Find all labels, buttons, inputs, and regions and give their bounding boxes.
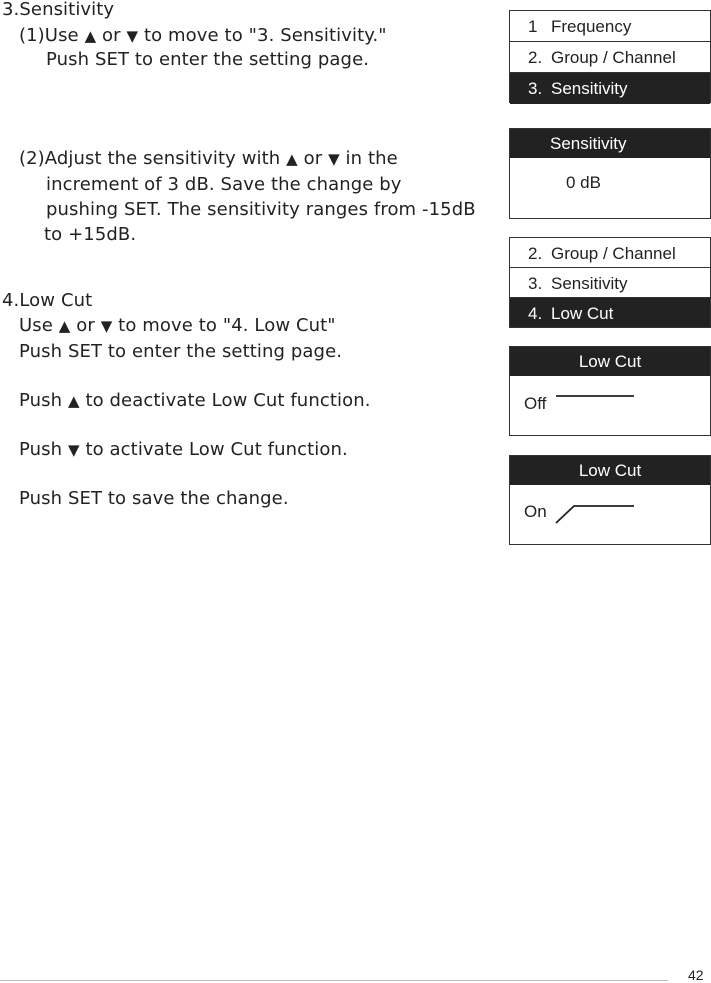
step-2-suffix: in the — [345, 148, 398, 169]
down-arrow-icon: ▼ — [67, 441, 80, 459]
s4-l3-suffix: to deactivate Low Cut function. — [85, 390, 371, 411]
step-2-prefix: (2)Adjust the sensitivity with — [19, 148, 281, 169]
menu-item-number: 2. — [528, 244, 543, 263]
menu-display-1 — [509, 10, 711, 103]
down-arrow-icon: ▼ — [100, 317, 113, 335]
menu-item-label: Sensitivity — [551, 79, 628, 98]
menu-item-low-cut-selected — [510, 298, 710, 327]
menu-item-number: 4. — [528, 304, 543, 323]
up-arrow-icon: ▲ — [84, 27, 97, 45]
low-cut-title: Low Cut — [510, 347, 710, 376]
step-1-line-1 — [19, 25, 387, 47]
down-arrow-icon: ▼ — [126, 27, 139, 45]
low-cut-off-display — [509, 346, 711, 436]
step-1-or: or — [102, 25, 121, 46]
step-2-line-1 — [19, 148, 398, 170]
menu-display-2 — [509, 237, 711, 328]
section-4-heading: 4.Low Cut — [2, 290, 93, 311]
page-number: 42 — [688, 967, 704, 983]
section-4-line-4 — [19, 439, 348, 461]
menu-item-number: 3. — [528, 79, 543, 98]
menu-item-sensitivity — [510, 268, 710, 298]
down-arrow-icon: ▼ — [328, 150, 340, 168]
up-arrow-icon: ▲ — [58, 317, 71, 335]
low-cut-off-value: Off — [524, 394, 547, 413]
sensitivity-display-title: Sensitivity — [510, 129, 710, 158]
menu-item-group-channel — [510, 42, 710, 73]
s4-l4-prefix: Push — [19, 439, 63, 460]
menu-item-label: Frequency — [551, 17, 632, 36]
low-cut-title: Low Cut — [510, 456, 710, 485]
section-4-line-3 — [19, 390, 371, 412]
up-arrow-icon: ▲ — [67, 392, 80, 410]
menu-item-number: 2. — [528, 48, 543, 67]
s4-l3-prefix: Push — [19, 390, 63, 411]
menu-item-label: Sensitivity — [551, 274, 628, 293]
menu-item-number: 1 — [528, 17, 538, 36]
s4-l1-prefix: Use — [19, 315, 53, 336]
footer-divider — [0, 980, 668, 981]
low-cut-on-value: On — [524, 502, 547, 521]
section-4-line-1 — [19, 315, 336, 337]
step-1-suffix: to move to "3. Sensitivity." — [143, 25, 387, 46]
menu-item-label: Low Cut — [551, 304, 614, 323]
step-2-or: or — [303, 148, 323, 169]
s4-l1-or: or — [76, 315, 95, 336]
section-4-line-2: Push SET to enter the setting page. — [19, 341, 343, 362]
step-2-line-4: to +15dB. — [44, 224, 137, 245]
sensitivity-value: 0 dB — [566, 173, 601, 192]
menu-item-number: 3. — [528, 274, 543, 293]
section-4-line-5: Push SET to save the change. — [19, 488, 289, 509]
step-2-line-3: pushing SET. The sensitivity ranges from -15dB — [46, 199, 476, 220]
sensitivity-display — [509, 128, 711, 219]
low-cut-slope-icon — [554, 499, 644, 529]
low-cut-on-display — [509, 455, 711, 545]
menu-item-label: Group / Channel — [551, 244, 676, 263]
up-arrow-icon: ▲ — [286, 150, 298, 168]
menu-item-label: Group / Channel — [551, 48, 676, 67]
flat-response-icon — [554, 393, 644, 413]
s4-l4-suffix: to activate Low Cut function. — [85, 439, 348, 460]
step-1-prefix: (1)Use — [19, 25, 79, 46]
menu-item-group-channel — [510, 238, 710, 268]
step-1-line-2: Push SET to enter the setting page. — [46, 49, 370, 70]
step-2-line-2: increment of 3 dB. Save the change by — [46, 174, 402, 195]
s4-l1-suffix: to move to "4. Low Cut" — [118, 315, 336, 336]
section-3-heading: 3.Sensitivity — [2, 0, 115, 20]
menu-item-sensitivity-selected — [510, 73, 710, 104]
menu-item-frequency — [510, 11, 710, 42]
